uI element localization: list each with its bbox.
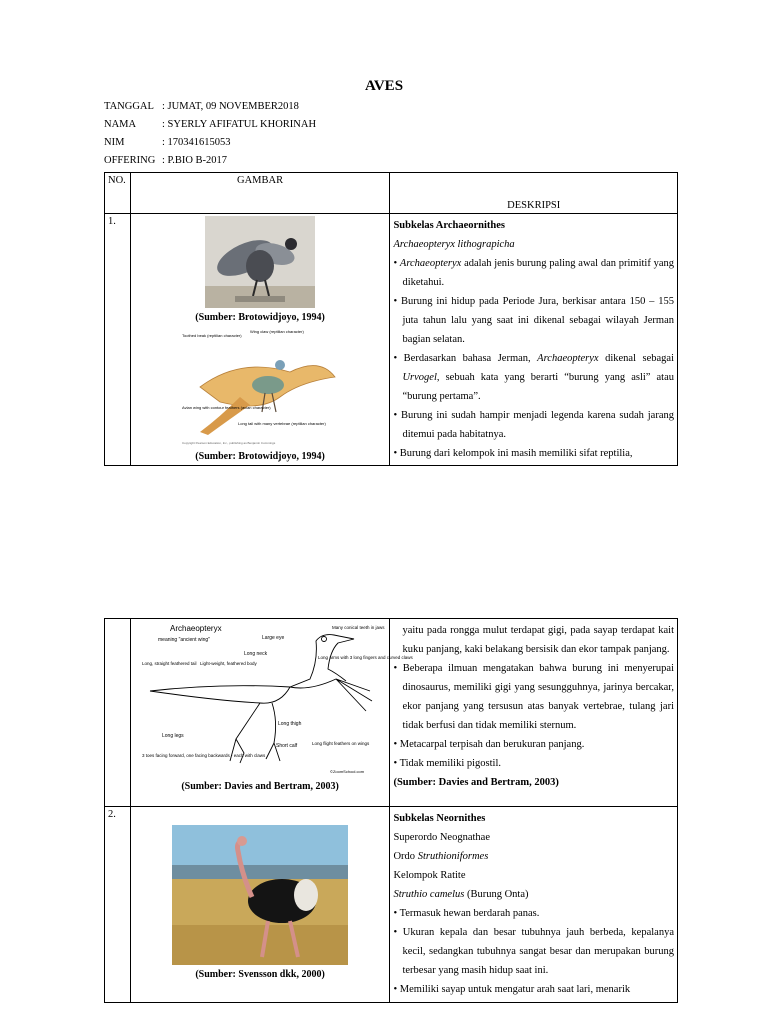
subkelas-title: Subkelas Neornithes <box>393 813 486 824</box>
diagram-label: Long neck <box>244 651 268 657</box>
meta-value: : P.BIO B-2017 <box>162 155 228 166</box>
diagram-credit: ©ZoomSchool.com <box>330 769 365 774</box>
table-page-2 <box>104 618 678 1003</box>
meta-value: : JUMAT, 09 NOVEMBER2018 <box>162 101 299 112</box>
bullet-item: • Beberapa ilmuan mengatakan bahwa burung ini menyerupai dinosaurus, memiliki gigi yang sesungguhnya, jarinya bercakar, ekor panjang yang tersusun atas banyak vertebrae, tulang jari tidak berfusi dan tidak memiliki sternum. <box>393 663 674 731</box>
diagram-label: Long legs <box>162 733 184 739</box>
header-deskripsi: DESKRIPSI <box>390 173 678 214</box>
meta-value: : 170341615053 <box>162 137 231 148</box>
meta-key: TANGGAL <box>104 101 154 112</box>
subkelas-title: Subkelas Archaeornithes <box>393 220 506 231</box>
image-cell <box>130 807 390 1003</box>
meta-row-offering <box>104 152 316 170</box>
image-caption: (Sumber: Davies and Bertram, 2003) <box>181 781 339 792</box>
bullet-item: • Burung ini sudah hampir menjadi legenda karena sudah jarang ditemui pada habitatnya. <box>393 410 674 440</box>
archaeopteryx-fossil-photo <box>205 216 315 308</box>
description-cell <box>390 214 678 466</box>
image-caption: (Sumber: Brotowidjoyo, 1994) <box>195 451 325 462</box>
description-cell <box>390 807 678 1003</box>
meta-row-tanggal <box>104 98 316 116</box>
bullet-item: • Archaeopteryx adalah jenis burung paling awal dan primitif yang diketahui. <box>393 258 674 288</box>
image-caption: (Sumber: Svensson dkk, 2000) <box>195 969 325 980</box>
ordo: Ordo Struthioniformes <box>393 851 489 862</box>
diagram-label: Avian wing with contour feathers (avian character) <box>182 405 271 410</box>
diagram-label: Long thigh <box>278 721 302 727</box>
image-cell <box>130 214 390 466</box>
image-cell <box>130 619 413 807</box>
bullet-item: • Berdasarkan bahasa Jerman, Archaeopteryx dikenal sebagai Urvogel, sebuah kata yang berarti “burung yang asli” atau “burung pertama”. <box>393 353 674 402</box>
bullet-item: • Termasuk hewan berdarah panas. <box>393 908 540 919</box>
bullet-item: • Burung ini hidup pada Periode Jura, berkisar antara 150 – 155 juta tahun lalu yang saat ini dikenal sebagai wilayah Jerman bagian selatan. <box>393 296 674 345</box>
diagram-label: Light-weight, feathered body <box>200 661 257 666</box>
row-number: 1. <box>105 214 131 466</box>
species-name: Archaeopteryx lithograpicha <box>393 239 515 250</box>
diagram-label: Large eye <box>262 635 285 641</box>
bullet-item: • Tidak memiliki pigostil. <box>393 758 502 769</box>
diagram-label: Short calf <box>276 743 298 749</box>
meta-key: OFFERING <box>104 155 156 166</box>
meta-row-nama <box>104 116 316 134</box>
bullet-item: • Burung dari kelompok ini masih memiliki sifat reptilia, <box>393 448 633 459</box>
meta-key: NIM <box>104 137 125 148</box>
meta-key: NAMA <box>104 119 137 130</box>
bullet-item: • Ukuran kepala dan besar tubuhnya jauh berbeda, kepalanya kecil, sedangkan tubuhnya sangat besar dan merupakan burung terbesar yang masih hidup saat ini. <box>393 927 674 976</box>
header-no: NO. <box>105 173 131 214</box>
species-name: Struthio camelus (Burung Onta) <box>393 889 529 900</box>
table-header-row <box>105 173 678 214</box>
image-caption: (Sumber: Brotowidjoyo, 1994) <box>195 312 325 323</box>
table-row <box>105 807 678 1003</box>
meta-block <box>104 98 316 170</box>
page-title: AVES <box>364 78 404 94</box>
meta-row-nim <box>104 134 316 152</box>
description-cell <box>390 619 678 807</box>
diagram-label: Long tail with many vertebrae (reptilian character) <box>238 421 326 426</box>
archaeopteryx-diagram-colored <box>180 327 340 447</box>
bullet-item: • Memiliki sayap untuk mengatur arah saat lari, menarik <box>393 984 631 995</box>
archaeopteryx-line-diagram <box>140 621 413 777</box>
source-line: (Sumber: Davies and Bertram, 2003) <box>393 777 559 788</box>
diagram-label: Toothed beak (reptilian character) <box>182 333 242 338</box>
diagram-label: Wing claw (reptilian character) <box>250 329 304 334</box>
row-number <box>105 619 131 807</box>
table-page-1 <box>104 172 678 466</box>
ostrich-photo <box>172 825 348 965</box>
diagram-title: Archaeopteryx <box>170 624 222 633</box>
diagram-label: Many conical teeth in jaws <box>332 625 385 630</box>
table-row <box>105 619 678 807</box>
paragraph: yaitu pada rongga mulut terdapat gigi, pada sayap terdapat kait kuku panjang, kaki belakang bersisik dan ekor tampak panjang. <box>402 625 674 655</box>
meta-value: : SYERLY AFIFATUL KHORINAH <box>162 119 317 130</box>
diagram-credit: Copyright Pearson Education, Inc., publishing as Benjamin Cummings <box>182 441 276 445</box>
diagram-label: 3 toes facing forward, one facing backwards - each with claws <box>142 753 266 758</box>
kelompok: Kelompok Ratite <box>393 870 466 881</box>
row-number: 2. <box>105 807 131 1003</box>
superordo: Superordo Neognathae <box>393 832 490 843</box>
header-gambar: GAMBAR <box>130 173 390 214</box>
diagram-label: Long flight feathers on wings <box>312 741 370 746</box>
bullet-item: • Metacarpal terpisah dan berukuran panjang. <box>393 739 585 750</box>
diagram-label: Long, straight feathered tail <box>142 661 197 666</box>
table-row <box>105 214 678 466</box>
diagram-subtitle: meaning "ancient wing" <box>158 637 210 643</box>
diagram-label: Long arms with 3 long fingers and curved claws <box>318 655 413 660</box>
